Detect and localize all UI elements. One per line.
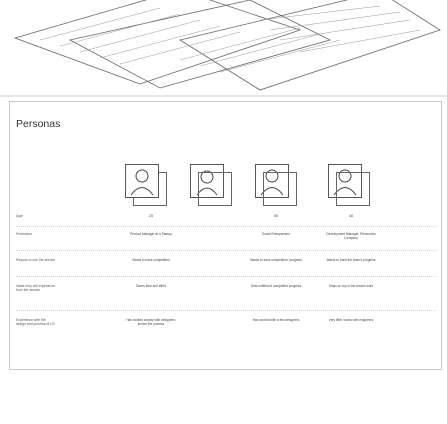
persona-avatar-1 [125,164,159,198]
avatar-frame-3 [263,172,297,206]
row-label-experience: Experience with the design and process of UX [16,318,55,327]
cell-reason-1: Wants to track competitors [132,258,170,262]
cell-value-1: Saves time and effort [135,284,167,288]
row-divider [16,226,436,227]
cell-value-3: Stays on top of the team's work [328,284,374,288]
row-label-value: Value they will experience from the service [16,284,55,293]
cell-age-2: 30 [273,214,279,218]
cell-profession-1: Product Manager at a Startup [130,232,172,236]
row-divider [16,276,436,277]
row-divider [16,310,436,311]
avatar-frame-2 [198,172,232,206]
cell-reason-2: Wants to track competitors' progress [250,258,302,262]
cell-experience-3: Very little; works with engineers [328,318,374,322]
cell-experience-2: Has worked with a few designers [252,318,300,322]
cell-value-2: Gets notified of competitor progress [250,284,302,288]
wireframe-illustration [0,0,447,100]
row-label-age: Age [16,214,23,218]
row-label-profession: Profession [16,232,33,236]
cell-experience-1: Has worked closely with designers; knows the process [126,318,176,326]
cell-profession-2: Social Entrepreneur [261,232,291,236]
row-label-reason: Reason to use the service [16,258,56,262]
cell-age-3: 40 [348,214,354,218]
user-icon [126,165,158,197]
avatar-frame-4 [336,172,370,206]
cell-profession-3: Development Manager, Electronics Company [326,232,376,240]
personas-panel [9,101,442,370]
cell-age-1: 25 [148,214,154,218]
section-title: Personas [16,118,61,130]
row-divider [16,250,436,251]
cell-reason-3: Wants to track the team's progress [326,258,376,262]
